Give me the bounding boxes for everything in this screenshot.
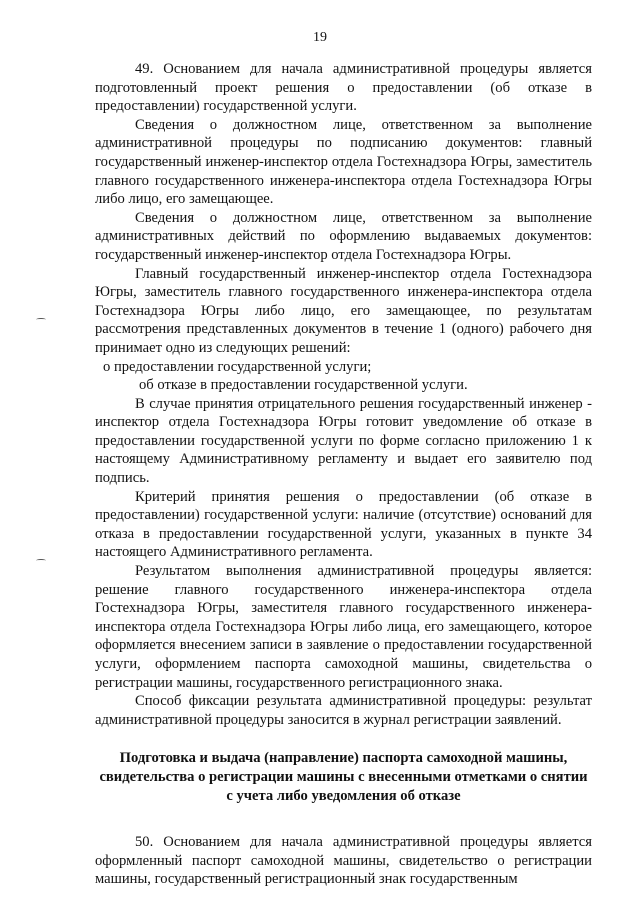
paragraph-50: 50. Основанием для начала административной процедуры является оформленный паспорт самоходной машины, свидетельство о регистрации машины, государственный регистрационный знак государственным: [95, 834, 592, 888]
paragraph-issuing-official: Сведения о должностном лице, ответственном за выполнение административных действий по оформлению выдаваемых документов: государственный инженер-инспектор отдела Гостехнадзора Югры.: [95, 209, 592, 263]
decision-option-grant: о предоставлении государственной услуги;: [103, 358, 372, 375]
section-heading: Подготовка и выдача (направление) паспорта самоходной машины, свидетельства о регистрации машины с внесенными отметками о снятии с учета либо уведомления об отказе: [99, 750, 588, 804]
page-number: 19: [313, 30, 327, 45]
paragraph-signing-official: Сведения о должностном лице, ответственном за выполнение административной процедуры по подписанию документов: главный государственный инженер-инспектор отдела Гостехнадзора Югры, заместитель главного государственного инженера-инспектора отдела Гостехнадзора Югры либо лицо, его замещающее.: [95, 116, 592, 208]
margin-mark: [36, 559, 46, 562]
decision-option-refuse: об отказе в предоставлении государственной услуги.: [139, 377, 468, 394]
paragraph-refusal-notice: В случае принятия отрицательного решения государственный инженер - инспектор отдела Гостехнадзора Югры готовит уведомление об отказе в предоставлении государственной услуги по форме согласно приложению 1 к настоящему Административному регламенту и выдает его заявителю под подпись.: [95, 395, 592, 487]
document-body: [95, 60, 592, 889]
paragraph-decision: Главный государственный инженер-инспектор отдела Гостехнадзора Югры, заместитель главного государственного инженера-инспектора отдела Гостехнадзора Югры либо лицо, его замещающее, по результатам рассмотрения представленных документов в течение 1 (одного) рабочего дня принимает одно из следующих решений:: [95, 265, 592, 356]
paragraph-recording: Способ фиксации результата административной процедуры: результат административной процедуры заносится в журнал регистрации заявлений.: [95, 693, 592, 728]
margin-mark: [36, 318, 46, 321]
paragraph-result: Результатом выполнения административной процедуры является: решение главного государственного инженера-инспектора отдела Гостехнадзора Югры, заместителя главного государственного инженера-инспектора отдела Гостехнадзора Югры либо лица, его замещающего, которое оформляется внесением записи в заявление о предоставлении государственной услуги, оформлением паспорта самоходной машины, свидетельства о регистрации машины, государственного регистрационного знака.: [95, 563, 592, 691]
paragraph-49: 49. Основанием для начала административной процедуры является подготовленный проект решения о предоставлении (об отказе в предоставлении) государственной услуги.: [95, 61, 592, 115]
paragraph-criterion: Критерий принятия решения о предоставлении (об отказе в предоставлении) государственной услуги: наличие (отсутствие) оснований для отказа в предоставлении государственной услуги, указанных в пункте 34 настоящего Административного регламента.: [95, 488, 592, 561]
